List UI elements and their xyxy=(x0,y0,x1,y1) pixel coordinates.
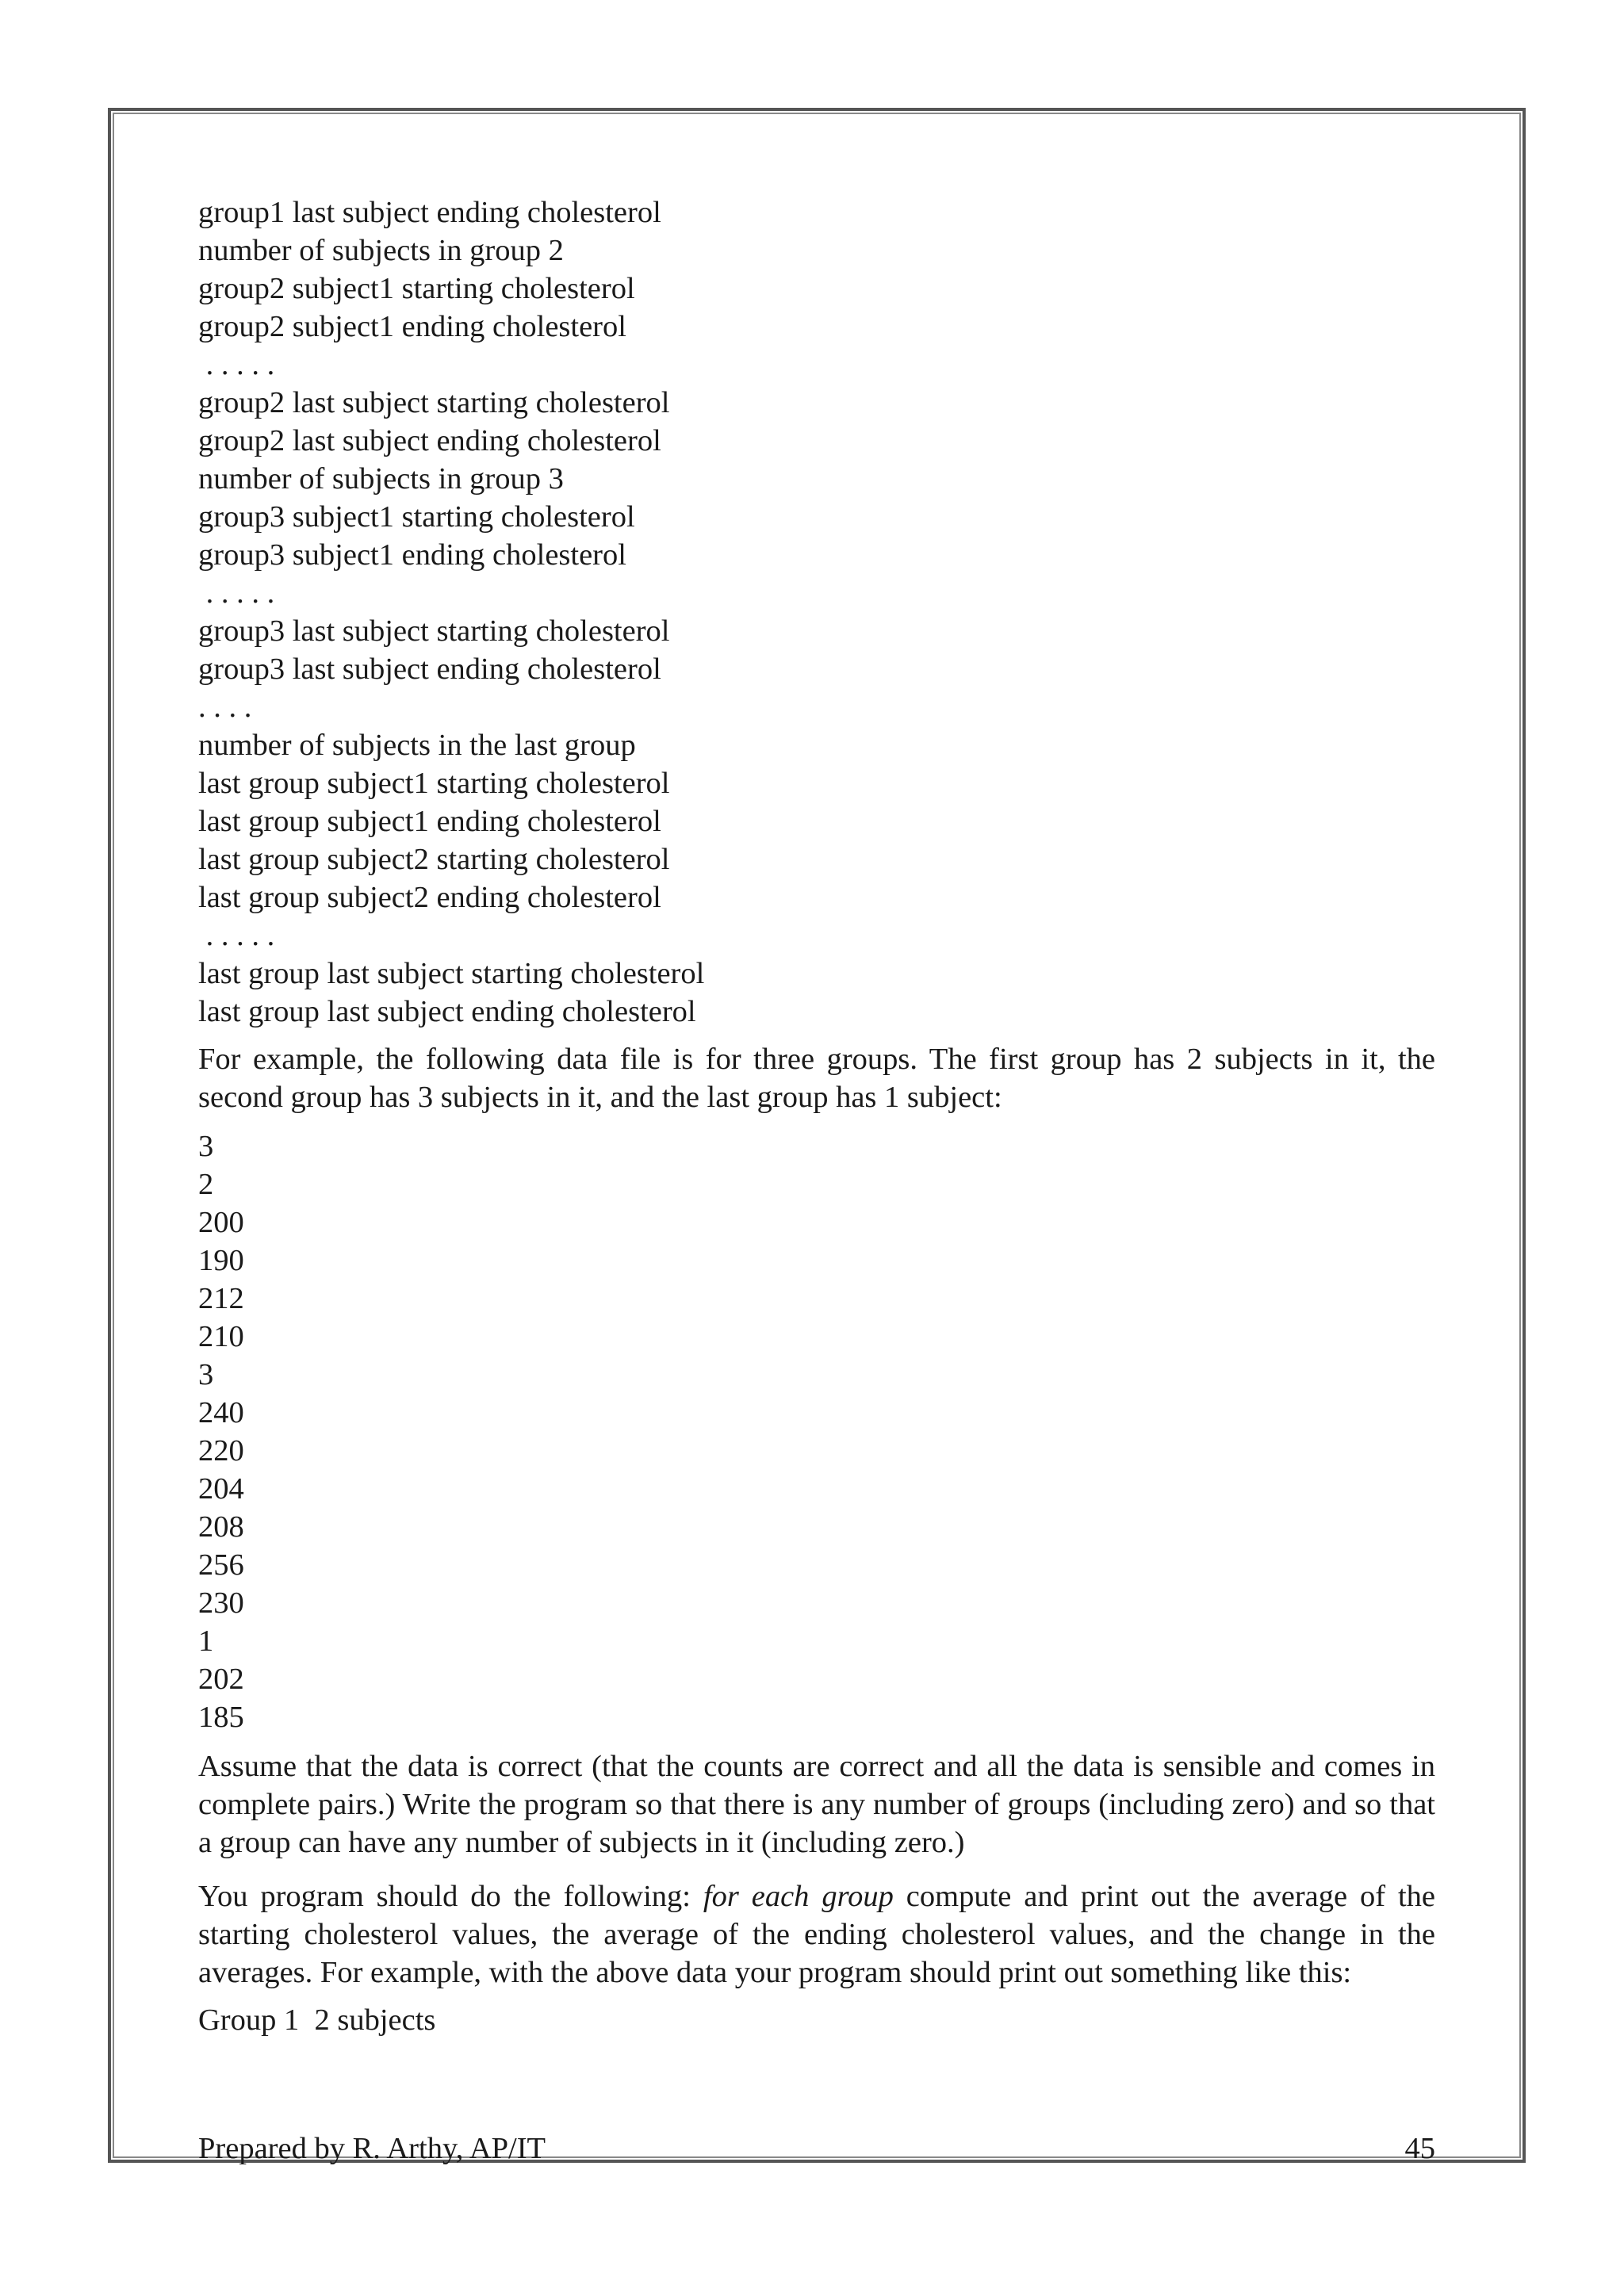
instructions-paragraph xyxy=(198,1877,1435,1992)
example-data-value: 200 xyxy=(198,1206,244,1239)
format-line: group2 last subject ending cholesterol xyxy=(198,424,661,457)
example-intro-paragraph: For example, the following data file is for three groups. The first group has 2 subjects in it, the second group has 3 subjects in it, and the last group has 1 subject: xyxy=(198,1043,1435,1114)
format-line: group1 last subject ending cholesterol xyxy=(198,196,661,229)
example-data-value: 240 xyxy=(198,1396,244,1429)
example-data-value: 212 xyxy=(198,1282,244,1315)
example-data-value: 3 xyxy=(198,1130,214,1163)
format-line: last group subject2 starting cholesterol xyxy=(198,843,670,876)
format-ellipsis: . . . . xyxy=(198,691,252,724)
footer-author: Prepared by R. Arthy, AP/IT xyxy=(198,2132,546,2165)
format-ellipsis: . . . . . xyxy=(198,576,275,610)
format-ellipsis: . . . . . xyxy=(198,348,275,381)
format-line: number of subjects in group 3 xyxy=(198,462,564,496)
format-line: last group subject2 ending cholesterol xyxy=(198,881,661,914)
example-data-value: 185 xyxy=(198,1701,244,1734)
example-data-value: 208 xyxy=(198,1510,244,1544)
example-data-value: 3 xyxy=(198,1358,214,1391)
data-format-list xyxy=(198,193,1435,1031)
format-line: group2 subject1 ending cholesterol xyxy=(198,310,626,343)
assumption-paragraph: Assume that the data is correct (that the counts are correct and all the data is sensible and comes in complete pairs.) Write the program so that there is any number of groups (including zero) and so that a group can have any number of subjects in it (including zero.) xyxy=(198,1750,1435,1859)
page-footer xyxy=(198,2130,1435,2168)
example-data-value: 1 xyxy=(198,1624,214,1658)
page-content xyxy=(198,193,1435,2039)
instructions-text: compute and print out the average of the starting cholesterol values, the average of the ending cholesterol values, and the change in the averages. For example, with the above data your program should print out something like this: xyxy=(198,1880,1435,1989)
example-data-value: 210 xyxy=(198,1320,244,1353)
format-line: last group subject1 ending cholesterol xyxy=(198,805,661,838)
format-line: group2 subject1 starting cholesterol xyxy=(198,272,635,305)
format-line: number of subjects in the last group xyxy=(198,729,636,762)
example-data-value: 204 xyxy=(198,1472,244,1506)
example-data-value: 190 xyxy=(198,1244,244,1277)
format-line: number of subjects in group 2 xyxy=(198,234,564,267)
format-ellipsis: . . . . . xyxy=(198,919,275,952)
example-data-value: 202 xyxy=(198,1663,244,1696)
format-line: group3 last subject starting cholesterol xyxy=(198,614,670,648)
example-data-list xyxy=(198,1127,1435,1736)
example-data-value: 220 xyxy=(198,1434,244,1468)
instructions-text: You program should do the following: xyxy=(198,1880,703,1913)
instructions-emphasis: for each group xyxy=(703,1880,894,1913)
format-line: group2 last subject starting cholesterol xyxy=(198,386,670,419)
example-data-value: 256 xyxy=(198,1548,244,1582)
format-line: group3 last subject ending cholesterol xyxy=(198,652,661,686)
output-sample-line: Group 1 2 subjects xyxy=(198,2003,436,2037)
format-line: last group last subject ending cholesterol xyxy=(198,995,696,1028)
format-line: last group last subject starting cholesterol xyxy=(198,957,705,990)
example-data-value: 230 xyxy=(198,1586,244,1620)
format-line: group3 subject1 starting cholesterol xyxy=(198,500,635,534)
page-number: 45 xyxy=(1404,2132,1435,2165)
format-line: last group subject1 starting cholesterol xyxy=(198,767,670,800)
example-data-value: 2 xyxy=(198,1168,214,1201)
format-line: group3 subject1 ending cholesterol xyxy=(198,538,626,572)
